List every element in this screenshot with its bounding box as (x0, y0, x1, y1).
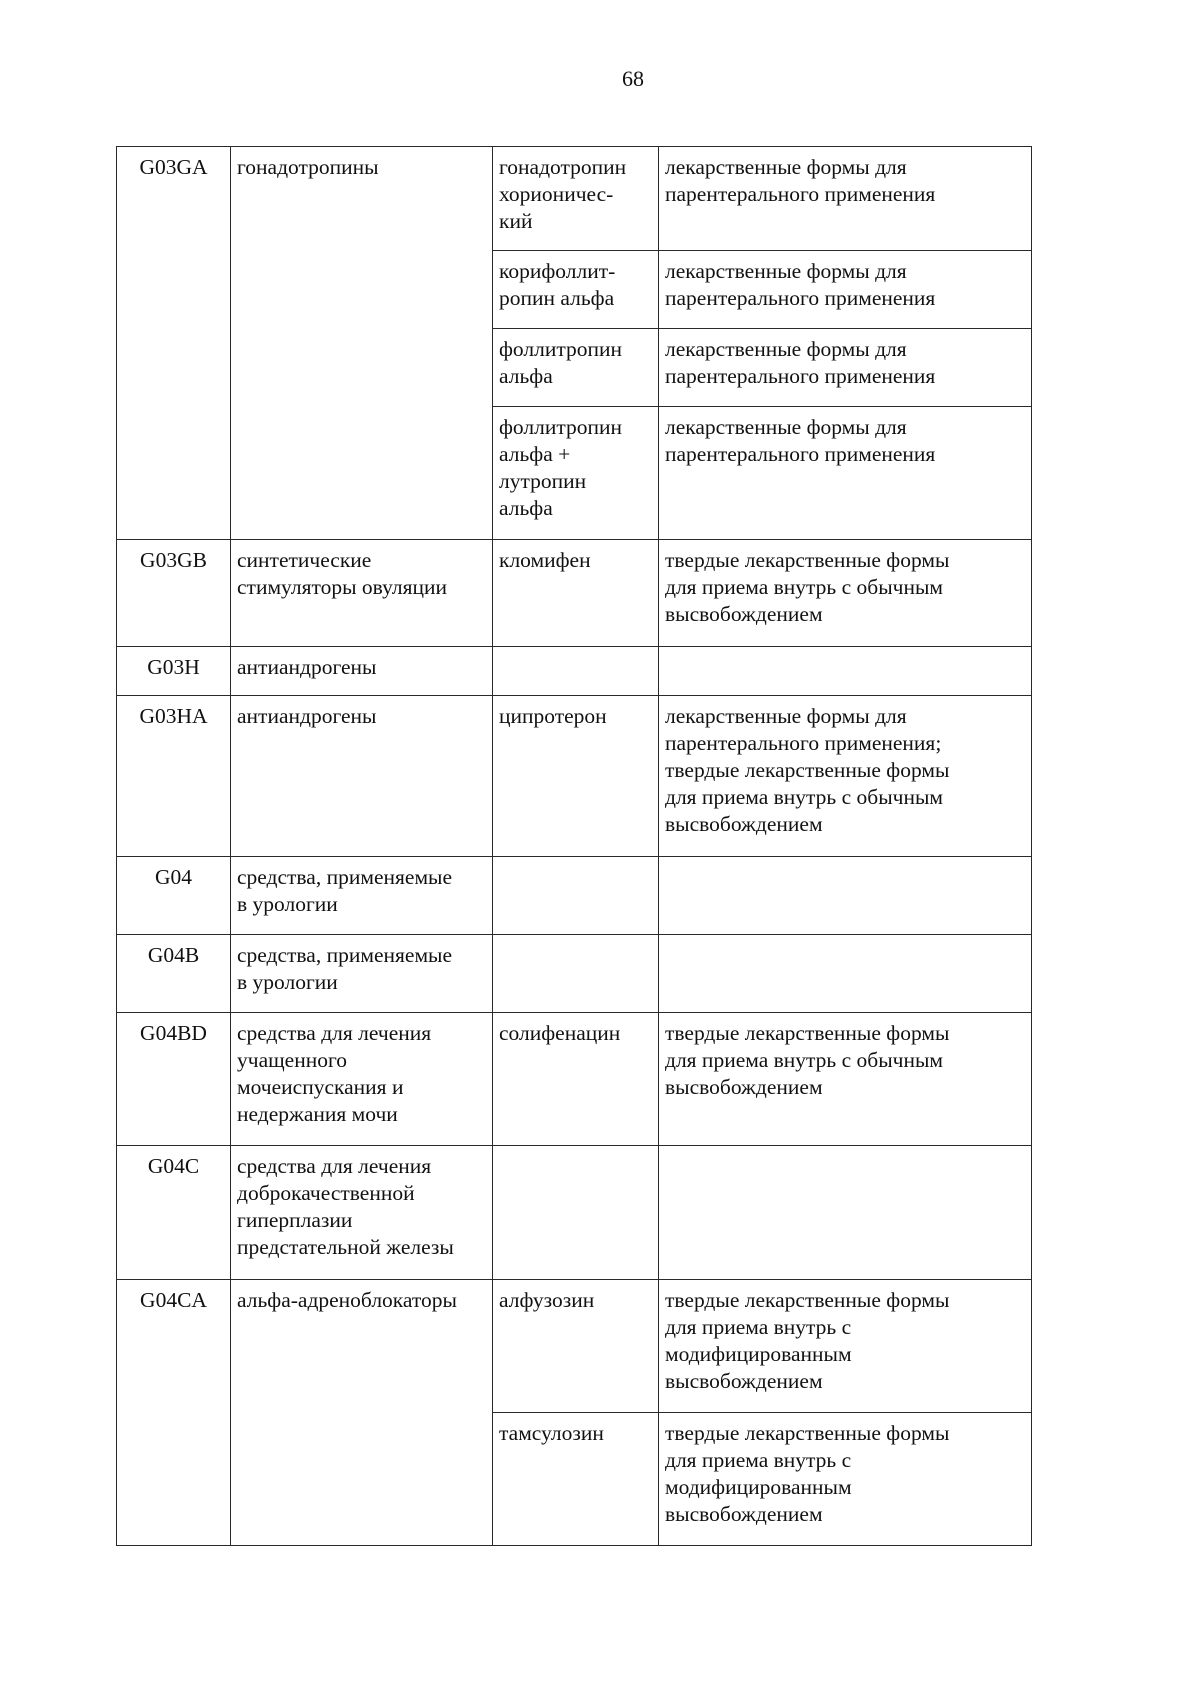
dosage-form-cell (659, 935, 1032, 1013)
atc-group-name: средства для лечения учащенного мочеиспускания и недержания мочи (237, 1021, 432, 1126)
atc-group-cell (231, 647, 493, 696)
atc-code-cell (117, 147, 231, 540)
atc-group-cell (231, 696, 493, 857)
drug-name-cell (493, 647, 659, 696)
dosage-form: лекарственные формы для парентерального применения (665, 337, 936, 388)
dosage-form: твердые лекарственные формы для приема внутрь с модифицированным высвобождением (665, 1421, 950, 1526)
dosage-form-cell (659, 147, 1032, 251)
dosage-form: твердые лекарственные формы для приема внутрь с обычным высвобождением (665, 1021, 950, 1099)
drug-name-cell (493, 407, 659, 540)
atc-group-name: средства, применяемые в урологии (237, 865, 453, 916)
dosage-form-cell (659, 540, 1032, 647)
drug-name-cell (493, 1146, 659, 1280)
atc-drug-table (116, 146, 1032, 1546)
atc-code-cell (117, 857, 231, 935)
dosage-form: твердые лекарственные формы для приема внутрь с модифицированным высвобождением (665, 1288, 950, 1393)
atc-group-name: антиандрогены (237, 704, 377, 728)
atc-code-cell (117, 696, 231, 857)
atc-code: G04CA (140, 1288, 207, 1312)
drug-name-cell (493, 147, 659, 251)
atc-group-cell (231, 1280, 493, 1546)
drug-name: кломифен (499, 548, 591, 572)
atc-code-cell (117, 540, 231, 647)
drug-name-cell (493, 540, 659, 647)
atc-group-cell (231, 935, 493, 1013)
drug-name: фоллитропин альфа (499, 337, 623, 388)
atc-group-cell (231, 147, 493, 540)
atc-group-name: гонадотропины (237, 155, 379, 179)
dosage-form: твердые лекарственные формы для приема внутрь с обычным высвобождением (665, 548, 950, 626)
atc-code-cell (117, 1013, 231, 1146)
drug-name: фоллитропин альфа + лутропин альфа (499, 415, 623, 520)
atc-code-cell (117, 1280, 231, 1546)
atc-group-name: альфа-адреноблокаторы (237, 1288, 457, 1312)
drug-name: солифенацин (499, 1021, 621, 1045)
drug-name: гонадотропин хорионичес- кий (499, 155, 627, 233)
atc-code: G04 (154, 865, 193, 889)
table-row (117, 857, 1032, 935)
drug-name-cell (493, 1280, 659, 1413)
atc-group-name: средства для лечения доброкачественной гиперплазии предстательной железы (237, 1154, 454, 1259)
dosage-form: лекарственные формы для парентерального применения (665, 155, 936, 206)
drug-name-cell (493, 1013, 659, 1146)
dosage-form-cell (659, 251, 1032, 329)
atc-group-cell (231, 1146, 493, 1280)
drug-name-cell (493, 251, 659, 329)
table-row (117, 647, 1032, 696)
atc-group-name: синтетические стимуляторы овуляции (237, 548, 448, 599)
dosage-form-cell (659, 407, 1032, 540)
table-row (117, 1013, 1032, 1146)
dosage-form-cell (659, 857, 1032, 935)
dosage-form: лекарственные формы для парентерального применения (665, 415, 936, 466)
atc-code-cell (117, 1146, 231, 1280)
atc-code: G03GA (139, 155, 208, 179)
dosage-form-cell (659, 647, 1032, 696)
atc-group-cell (231, 540, 493, 647)
drug-name-cell (493, 935, 659, 1013)
drug-name-cell (493, 1413, 659, 1546)
drug-name-cell (493, 329, 659, 407)
drug-name-cell (493, 696, 659, 857)
table-row (117, 540, 1032, 647)
atc-code: G03HA (139, 704, 208, 728)
dosage-form-cell (659, 696, 1032, 857)
atc-group-cell (231, 857, 493, 935)
table-row (117, 1146, 1032, 1280)
drug-name: ципротерон (499, 704, 607, 728)
atc-table-body (117, 147, 1032, 1546)
table-row (117, 935, 1032, 1013)
atc-code: G04BD (140, 1021, 207, 1045)
table-row (117, 696, 1032, 857)
table-row (117, 147, 1032, 251)
atc-code-cell (117, 935, 231, 1013)
dosage-form-cell (659, 1280, 1032, 1413)
atc-code: G03H (147, 655, 200, 679)
atc-code: G04C (147, 1154, 200, 1178)
dosage-form-cell (659, 1013, 1032, 1146)
page-number: 68 (622, 66, 644, 91)
atc-code-cell (117, 647, 231, 696)
drug-name: тамсулозин (499, 1421, 604, 1445)
drug-name: корифоллит- ропин альфа (499, 259, 616, 310)
drug-name: алфузозин (499, 1288, 595, 1312)
atc-group-name: средства, применяемые в урологии (237, 943, 453, 994)
dosage-form: лекарственные формы для парентерального применения (665, 259, 936, 310)
dosage-form: лекарственные формы для парентерального применения; твердые лекарственные формы для приема внутрь с обычным высвобождением (665, 704, 950, 836)
dosage-form-cell (659, 329, 1032, 407)
table-row (117, 1280, 1032, 1413)
atc-group-name: антиандрогены (237, 655, 377, 679)
atc-code: G04B (147, 943, 200, 967)
atc-code: G03GB (140, 548, 207, 572)
drug-name-cell (493, 857, 659, 935)
dosage-form-cell (659, 1413, 1032, 1546)
dosage-form-cell (659, 1146, 1032, 1280)
atc-group-cell (231, 1013, 493, 1146)
